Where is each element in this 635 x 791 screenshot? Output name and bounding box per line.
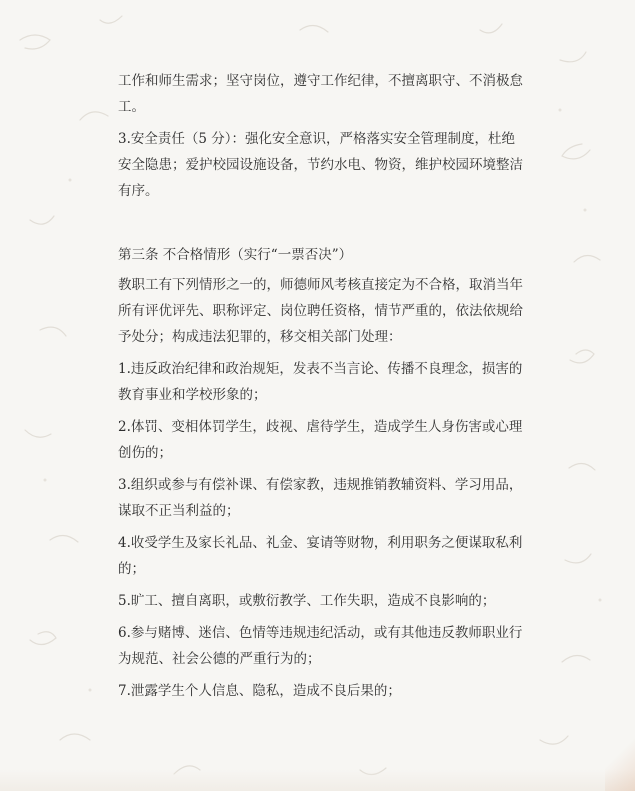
paragraph-safety-responsibility: 3.安全责任（5 分）：强化安全意识，严格落实安全管理制度，杜绝安全隐患；爱护校园设施设备，节约水电、物资，维护校园环境整洁有序。 [118, 131, 523, 199]
list-item: 4.收受学生及家长礼品、礼金、宴请等财物，利用职务之便谋取私利的； [118, 535, 523, 577]
list-item: 1.违反政治纪律和政治规矩，发表不当言论、传播不良理念，损害的教育事业和学校形象的； [118, 361, 523, 403]
list-item: 2.体罚、变相体罚学生，歧视、虐待学生，造成学生人身伤害或心理创伤的； [118, 419, 523, 461]
list-item: 7.泄露学生个人信息、隐私，造成不良后果的； [118, 683, 401, 699]
paragraph-work-duty: 工作和师生需求；坚守岗位，遵守工作纪律，不擅离职守、不消极怠工。 [118, 73, 523, 115]
list-item: 3.组织或参与有偿补课、有偿家教，违规推销教辅资料、学习用品，谋取不正当利益的； [118, 477, 523, 519]
page-bottom-edge [0, 769, 635, 791]
section-heading: 第三条 不合格情形（实行“一票否决”） [118, 247, 353, 263]
document-body [118, 68, 528, 710]
list-item: 5.旷工、擅自离职，或敷衍教学、工作失职，造成不良影响的； [118, 593, 496, 609]
list-item: 6.参与赌博、迷信、色情等违规违纪活动，或有其他违反教师职业行为规范、社会公德的严重行为的； [118, 625, 523, 667]
corner-decoration [605, 731, 635, 791]
section-intro: 教职工有下列情形之一的，师德师风考核直接定为不合格，取消当年所有评优评先、职称评定、岗位聘任资格，情节严重的，依法依规给予处分；构成违法犯罪的，移交相关部门处理： [118, 277, 523, 345]
